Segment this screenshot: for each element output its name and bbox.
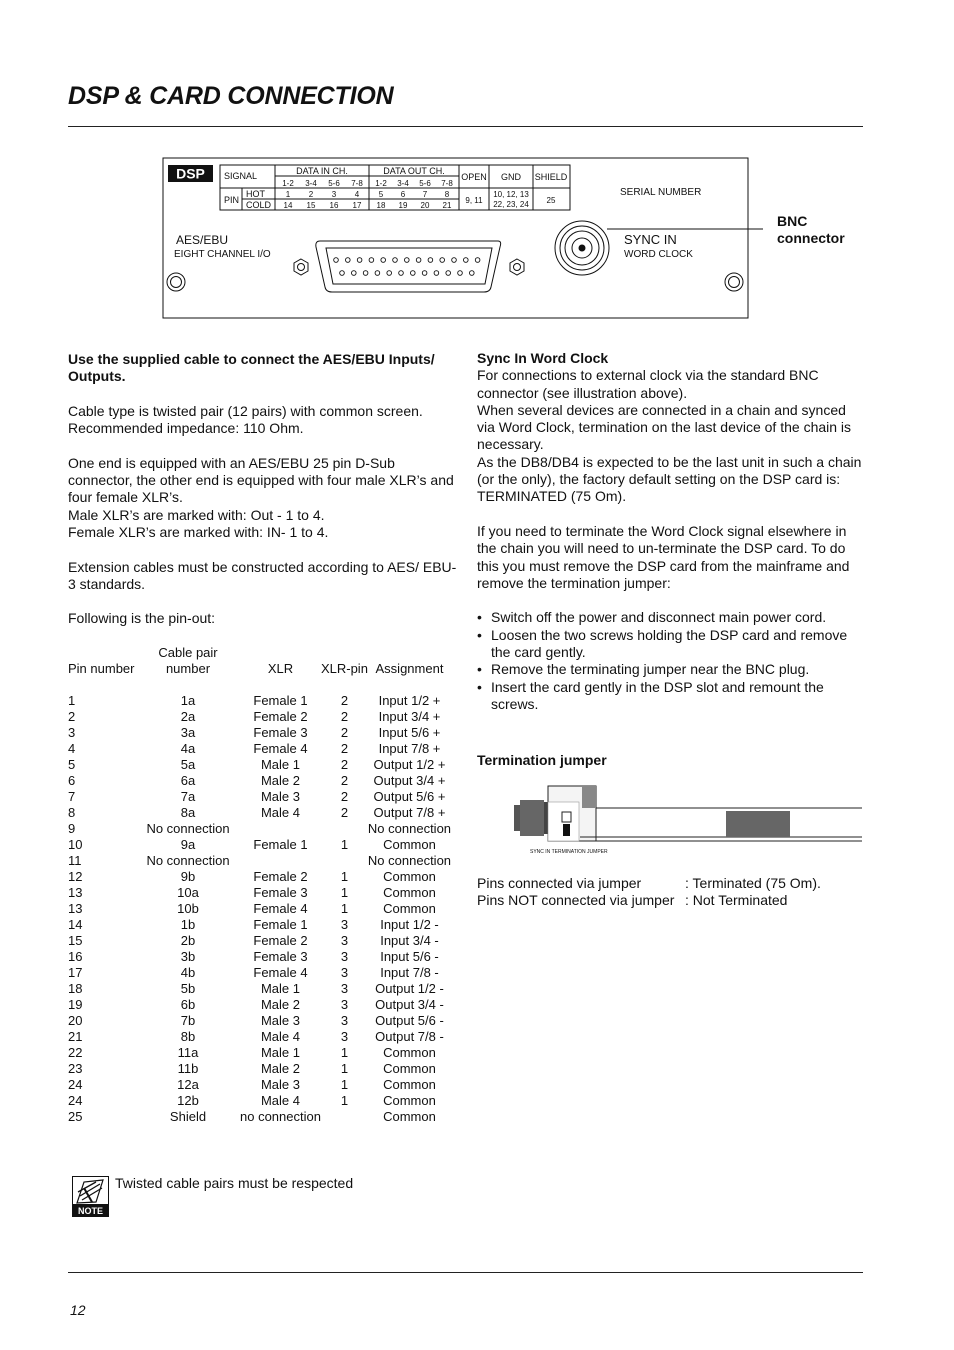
col-cable-pair xyxy=(136,645,240,677)
assignment-cell: Common xyxy=(383,1077,436,1092)
hot-out-3: 8 xyxy=(444,190,450,199)
pin-label: PIN xyxy=(224,195,240,205)
open-pins: 9, 11 xyxy=(465,196,483,205)
xlr-pin-cell: 3 xyxy=(340,1013,349,1028)
table-row xyxy=(68,805,451,821)
xlr-cell: Female 2 xyxy=(253,933,308,948)
table-row xyxy=(68,1045,451,1061)
table-row xyxy=(68,885,451,901)
pin-number-cell: 17 xyxy=(68,965,83,980)
cable-pair-cell: 5b xyxy=(180,981,196,996)
xlr-pin-cell: 2 xyxy=(340,773,349,788)
assignment-cell: Output 5/6 + xyxy=(373,789,446,804)
xlr-cell: Female 3 xyxy=(253,725,308,740)
step-item: • Loosen the two screws holding the DSP card and remove the card gently. xyxy=(477,627,862,662)
xlr-pin-cell: 1 xyxy=(340,1093,349,1108)
serial-number-label: SERIAL NUMBER xyxy=(620,187,702,198)
assignment-cell: Input 1/2 + xyxy=(378,693,441,708)
assignment-cell: Input 3/4 - xyxy=(380,933,439,948)
assignment-cell: Common xyxy=(383,1061,436,1076)
xlr-pin-cell: 3 xyxy=(340,917,349,932)
xlr-cell: Male 2 xyxy=(260,1061,300,1076)
table-row xyxy=(68,1029,451,1045)
termination-jumper-illustration xyxy=(510,780,865,858)
step-item: • Switch off the power and disconnect main power cord. xyxy=(477,609,862,626)
xlr-pin-cell: 1 xyxy=(340,1045,349,1060)
col-xlr-pin: XLR-pin xyxy=(320,661,368,676)
cable-pair-cell: 11b xyxy=(177,1061,199,1076)
xlr-pin-cell: 3 xyxy=(340,997,349,1012)
cable-pair-cell: 7b xyxy=(180,1013,196,1028)
one-end-paragraph: One end is equipped with an AES/EBU 25 pin D-Sub connector, the other end is equipped with four male XLR’s and four female XLR’s. xyxy=(68,454,454,506)
assignment-cell: Input 5/6 - xyxy=(380,949,439,964)
gnd-pins-1: 10, 12, 13 xyxy=(493,190,529,199)
pin-number-cell: 8 xyxy=(68,805,76,820)
pinout-table xyxy=(68,645,451,1125)
termination-heading: Termination jumper xyxy=(477,752,607,768)
table-row xyxy=(68,965,451,981)
table-row xyxy=(68,869,451,885)
cable-pair-cell: 3a xyxy=(180,725,196,740)
table-row xyxy=(68,901,451,917)
xlr-cell: Male 3 xyxy=(260,1013,300,1028)
pinout-rows xyxy=(68,693,451,1125)
pin-number-cell: 4 xyxy=(68,741,76,756)
assignment-cell: Output 7/8 + xyxy=(373,805,446,820)
data-out-label: DATA OUT CH. xyxy=(383,166,445,176)
sync-paragraph-2: When several devices are connected in a chain and synced via Word Clock, termination on the last device of the chain is necessary. xyxy=(477,401,852,453)
open-label: OPEN xyxy=(461,172,487,182)
step-item: • Remove the terminating jumper near the BNC plug. xyxy=(477,661,862,678)
assignment-cell: Common xyxy=(383,1109,436,1124)
pin-number-cell: 24 xyxy=(68,1093,83,1108)
cable-pair-cell: 11a xyxy=(177,1045,199,1060)
sync-heading: Sync In Word Clock xyxy=(477,350,609,366)
assignment-cell: No connection xyxy=(367,821,452,836)
table-row xyxy=(68,757,451,773)
pin-number-cell: 6 xyxy=(68,773,76,788)
xlr-cell: Female 1 xyxy=(253,837,308,852)
assignment-cell: Common xyxy=(383,1093,436,1108)
assignment-cell: Output 1/2 + xyxy=(373,757,446,772)
extension-paragraph: Extension cables must be constructed according to AES/ EBU-3 standards. xyxy=(68,558,457,592)
assignment-cell: Output 1/2 - xyxy=(375,981,444,996)
pin-number-cell: 20 xyxy=(68,1013,83,1028)
pin-number-cell: 23 xyxy=(68,1061,83,1076)
bnc-label-2: connector xyxy=(777,230,845,246)
pin-number-cell: 13 xyxy=(68,901,83,916)
cable-pair-cell: 6b xyxy=(180,997,196,1012)
xlr-cell: Male 1 xyxy=(260,1045,300,1060)
cable-pair-cell: 2a xyxy=(180,709,196,724)
cold-in-1: 15 xyxy=(306,201,316,210)
xlr-pin-cell: 1 xyxy=(340,1061,349,1076)
out-ch-3: 7-8 xyxy=(441,179,453,188)
cable-pair-cell: No connection xyxy=(146,821,230,836)
signal-label: SIGNAL xyxy=(224,171,258,181)
pin-number-cell: 9 xyxy=(68,821,76,836)
assignment-cell: Input 7/8 - xyxy=(380,965,439,980)
hot-in-3: 4 xyxy=(354,190,360,199)
dsp-card-diagram xyxy=(160,155,860,323)
table-row xyxy=(68,693,451,709)
pin-number-cell: 7 xyxy=(68,789,76,804)
assignment-cell: Common xyxy=(383,885,436,900)
xlr-cell: Male 4 xyxy=(260,1093,300,1108)
pin-number-cell: 21 xyxy=(68,1029,83,1044)
pin-number-cell: 25 xyxy=(68,1109,83,1124)
shield-pin: 25 xyxy=(546,196,556,205)
table-row xyxy=(68,949,451,965)
xlr-cell: Female 4 xyxy=(253,901,308,916)
xlr-cell: Male 2 xyxy=(260,997,300,1012)
table-row xyxy=(68,725,451,741)
pin-number-cell: 12 xyxy=(68,869,83,884)
assignment-cell: No connection xyxy=(367,853,452,868)
table-row xyxy=(68,1109,451,1125)
col-cable-pair-line1: Cable pair xyxy=(158,645,218,660)
cable-pair-cell: 12a xyxy=(177,1077,199,1092)
xlr-pin-cell: 3 xyxy=(340,933,349,948)
cable-pair-cell: 4a xyxy=(180,741,196,756)
jumper-caption: SYNC IN TERMINATION JUMPER xyxy=(530,849,608,855)
hot-in-1: 2 xyxy=(308,190,314,199)
col-pin-number: Pin number xyxy=(68,661,135,676)
cable-type: Cable type is twisted pair (12 pairs) with common screen. xyxy=(68,402,423,419)
cable-pair-cell: 5a xyxy=(180,757,196,772)
out-ch-1: 3-4 xyxy=(397,179,409,188)
xlr-cell: Female 3 xyxy=(253,885,308,900)
cold-out-1: 19 xyxy=(398,201,408,210)
dsp-badge-text: DSP xyxy=(176,165,205,182)
pin-number-cell: 24 xyxy=(68,1077,83,1092)
cable-pair-cell: 7a xyxy=(180,789,196,804)
cable-pair-cell: 4b xyxy=(180,965,196,980)
cable-pair-cell: 12b xyxy=(177,1093,199,1108)
cable-pair-cell: 10b xyxy=(177,901,199,916)
xlr-pin-cell xyxy=(321,821,368,837)
hot-out-2: 7 xyxy=(422,190,428,199)
pin-number-cell: 18 xyxy=(68,981,83,996)
xlr-pin-cell: 1 xyxy=(340,1077,349,1092)
word-clock-label: WORD CLOCK xyxy=(624,249,693,260)
hot-in-2: 3 xyxy=(331,190,337,199)
cable-pair-cell: Shield xyxy=(169,1109,207,1124)
xlr-cell: Female 3 xyxy=(253,949,308,964)
cable-pair-cell: 8b xyxy=(180,1029,196,1044)
in-ch-3: 7-8 xyxy=(351,179,363,188)
table-row xyxy=(68,933,451,949)
assignment-cell: Input 3/4 + xyxy=(378,709,441,724)
xlr-pin-cell: 3 xyxy=(340,981,349,996)
bnc-label-1: BNC xyxy=(777,213,808,229)
pins-connected-value: : Terminated (75 Om). xyxy=(685,875,821,891)
pin-number-cell: 1 xyxy=(68,693,76,708)
xlr-pin-cell: 1 xyxy=(340,837,349,852)
xlr-cell: Male 4 xyxy=(260,805,300,820)
cold-out-0: 18 xyxy=(376,201,386,210)
gnd-pins-2: 22, 23, 24 xyxy=(493,200,529,209)
pin-number-cell: 22 xyxy=(68,1045,83,1060)
xlr-cell: Female 1 xyxy=(253,693,308,708)
assignment-cell: Input 1/2 - xyxy=(380,917,439,932)
cable-pair-cell: 9b xyxy=(180,869,196,884)
table-row xyxy=(68,773,451,789)
table-row xyxy=(68,741,451,757)
xlr-cell xyxy=(240,853,321,869)
chip xyxy=(726,811,790,837)
xlr-cell: Male 4 xyxy=(260,1029,300,1044)
cold-in-0: 14 xyxy=(283,201,293,210)
cable-pair-cell: 6a xyxy=(180,773,196,788)
cable-pair-cell: 3b xyxy=(180,949,196,964)
xlr-cell: Female 2 xyxy=(253,709,308,724)
data-in-label: DATA IN CH. xyxy=(296,166,348,176)
table-row xyxy=(68,821,451,837)
xlr-pin-cell xyxy=(321,1109,368,1125)
table-row xyxy=(68,981,451,997)
pin-number-cell: 15 xyxy=(68,933,83,948)
assignment-cell: Output 3/4 - xyxy=(375,997,444,1012)
xlr-cell: Female 4 xyxy=(253,965,308,980)
right-column xyxy=(477,350,862,713)
pin-number-cell: 3 xyxy=(68,725,76,740)
cold-out-3: 21 xyxy=(442,201,452,210)
assignment-cell: Common xyxy=(383,837,436,852)
table-row xyxy=(68,1077,451,1093)
cable-pair-cell: 1a xyxy=(180,693,196,708)
cold-in-3: 17 xyxy=(352,201,362,210)
gnd-label: GND xyxy=(501,172,521,182)
pins-connected-label: Pins connected via jumper xyxy=(477,875,642,891)
eight-channel-label: EIGHT CHANNEL I/O xyxy=(174,249,271,260)
bnc-body xyxy=(520,800,544,836)
shield-label: SHIELD xyxy=(534,172,568,182)
male-marked: Male XLR’s are marked with: Out - 1 to 4. xyxy=(68,506,325,523)
impedance: Recommended impedance: 110 Ohm. xyxy=(68,420,304,437)
xlr-pin-cell: 3 xyxy=(340,965,349,980)
xlr-cell: Male 3 xyxy=(260,1077,300,1092)
cable-pair-cell: 1b xyxy=(180,917,196,932)
cold-out-2: 20 xyxy=(420,201,430,210)
pin-number-cell: 5 xyxy=(68,757,76,772)
xlr-cell xyxy=(240,821,321,837)
in-ch-1: 3-4 xyxy=(305,179,317,188)
xlr-pin-cell: 2 xyxy=(340,741,349,756)
assignment-cell: Output 5/6 - xyxy=(375,1013,444,1028)
xlr-pin-cell: 2 xyxy=(340,757,349,772)
xlr-cell: Male 3 xyxy=(260,789,300,804)
cable-pair-cell: 8a xyxy=(180,805,196,820)
aes-ebu-label: AES/EBU xyxy=(176,233,229,247)
female-marked: Female XLR’s are marked with: IN- 1 to 4. xyxy=(68,523,329,540)
table-row xyxy=(68,837,451,853)
col-assignment: Assignment xyxy=(375,661,444,676)
assignment-cell: Input 5/6 + xyxy=(378,725,441,740)
pin-number-cell: 14 xyxy=(68,917,83,932)
col-xlr: XLR xyxy=(267,661,294,676)
col-cable-pair-line2: number xyxy=(165,661,211,676)
sync-in-label: SYNC IN xyxy=(624,232,677,247)
cable-pair-cell: 10a xyxy=(177,885,199,900)
table-row xyxy=(68,1013,451,1029)
in-ch-0: 1-2 xyxy=(282,179,294,188)
sync-paragraph-4: If you need to terminate the Word Clock signal elsewhere in the chain you will need to un-terminate the DSP card. To do this you must remove the DSP card from the mainframe and remove the termination jumper: xyxy=(477,522,850,591)
xlr-pin-cell: 2 xyxy=(340,693,349,708)
jumper-cap xyxy=(563,824,570,836)
xlr-pin-cell: 2 xyxy=(340,789,349,804)
top-rule xyxy=(68,126,863,127)
assignment-cell: Output 3/4 + xyxy=(373,773,446,788)
out-ch-2: 5-6 xyxy=(419,179,431,188)
hot-out-1: 6 xyxy=(400,190,406,199)
pin-number-cell: 11 xyxy=(68,853,82,868)
table-row xyxy=(68,917,451,933)
page-number: 12 xyxy=(70,1302,86,1318)
note-icon xyxy=(72,1176,110,1218)
pin-number-cell: 2 xyxy=(68,709,76,724)
pins-not-row xyxy=(477,892,821,909)
cold-label: COLD xyxy=(246,200,272,210)
cable-pair-cell: 2b xyxy=(180,933,196,948)
cable-pair-cell: No connection xyxy=(146,853,230,868)
xlr-pin-cell: 1 xyxy=(340,869,349,884)
following-text: Following is the pin-out: xyxy=(68,610,216,627)
hot-label: HOT xyxy=(246,189,265,199)
xlr-pin-cell: 1 xyxy=(340,901,349,916)
assignment-cell: Output 7/8 - xyxy=(375,1029,444,1044)
assignment-cell: Input 7/8 + xyxy=(378,741,441,756)
cable-pair-cell: 9a xyxy=(180,837,196,852)
xlr-pin-cell xyxy=(321,853,368,869)
hot-in-0: 1 xyxy=(285,190,291,199)
jumper-pins xyxy=(562,812,571,822)
out-ch-0: 1-2 xyxy=(375,179,387,188)
pins-status xyxy=(477,875,821,910)
xlr-cell: no connection xyxy=(240,1109,321,1124)
table-row xyxy=(68,789,451,805)
table-row xyxy=(68,853,451,869)
xlr-cell: Female 4 xyxy=(253,741,308,756)
pin-number-cell: 16 xyxy=(68,949,83,964)
xlr-cell: Female 1 xyxy=(253,917,308,932)
hot-out-0: 5 xyxy=(378,190,384,199)
pin-number-cell: 10 xyxy=(68,837,83,852)
table-row xyxy=(68,997,451,1013)
xlr-cell: Male 1 xyxy=(260,981,300,996)
xlr-cell: Male 2 xyxy=(260,773,300,788)
xlr-pin-cell: 2 xyxy=(340,805,349,820)
table-row xyxy=(68,1061,451,1077)
pin-number-cell: 19 xyxy=(68,997,83,1012)
svg-text:NOTE: NOTE xyxy=(77,1206,104,1216)
pins-not-label: Pins NOT connected via jumper xyxy=(477,892,675,909)
sync-paragraph-1: For connections to external clock via the standard BNC connector (see illustration above). xyxy=(477,367,819,401)
assignment-cell: Common xyxy=(383,869,436,884)
assignment-cell: Common xyxy=(383,901,436,916)
xlr-pin-cell: 3 xyxy=(340,1029,349,1044)
step-item: • Insert the card gently in the DSP slot and remount the screws. xyxy=(477,679,862,714)
left-column xyxy=(68,351,458,628)
xlr-pin-cell: 2 xyxy=(340,709,349,724)
cold-in-2: 16 xyxy=(329,201,339,210)
xlr-pin-cell: 3 xyxy=(340,949,349,964)
bnc-plug xyxy=(514,805,520,831)
sync-paragraph-3: As the DB8/DB4 is expected to be the last unit in such a chain (or the only), the factory default setting on the DSP card is: TERMINATED (75 Om). xyxy=(477,453,862,505)
assignment-cell: Common xyxy=(383,1045,436,1060)
note-text: Twisted cable pairs must be respected xyxy=(115,1175,354,1191)
table-row xyxy=(68,709,451,725)
xlr-cell: Female 2 xyxy=(253,869,308,884)
pin-number-cell: 13 xyxy=(68,885,83,900)
steps-list xyxy=(477,609,862,713)
xlr-cell: Male 1 xyxy=(260,757,300,772)
page-title: DSP & CARD CONNECTION xyxy=(68,82,394,110)
table-row xyxy=(68,1093,451,1109)
pins-connected-row xyxy=(477,875,821,892)
intro-heading: Use the supplied cable to connect the AES/EBU Inputs/ Outputs. xyxy=(68,351,435,385)
pins-not-value: : Not Terminated xyxy=(685,892,788,909)
in-ch-2: 5-6 xyxy=(328,179,340,188)
bottom-rule xyxy=(68,1272,863,1273)
xlr-pin-cell: 1 xyxy=(340,885,349,900)
xlr-pin-cell: 2 xyxy=(340,725,349,740)
